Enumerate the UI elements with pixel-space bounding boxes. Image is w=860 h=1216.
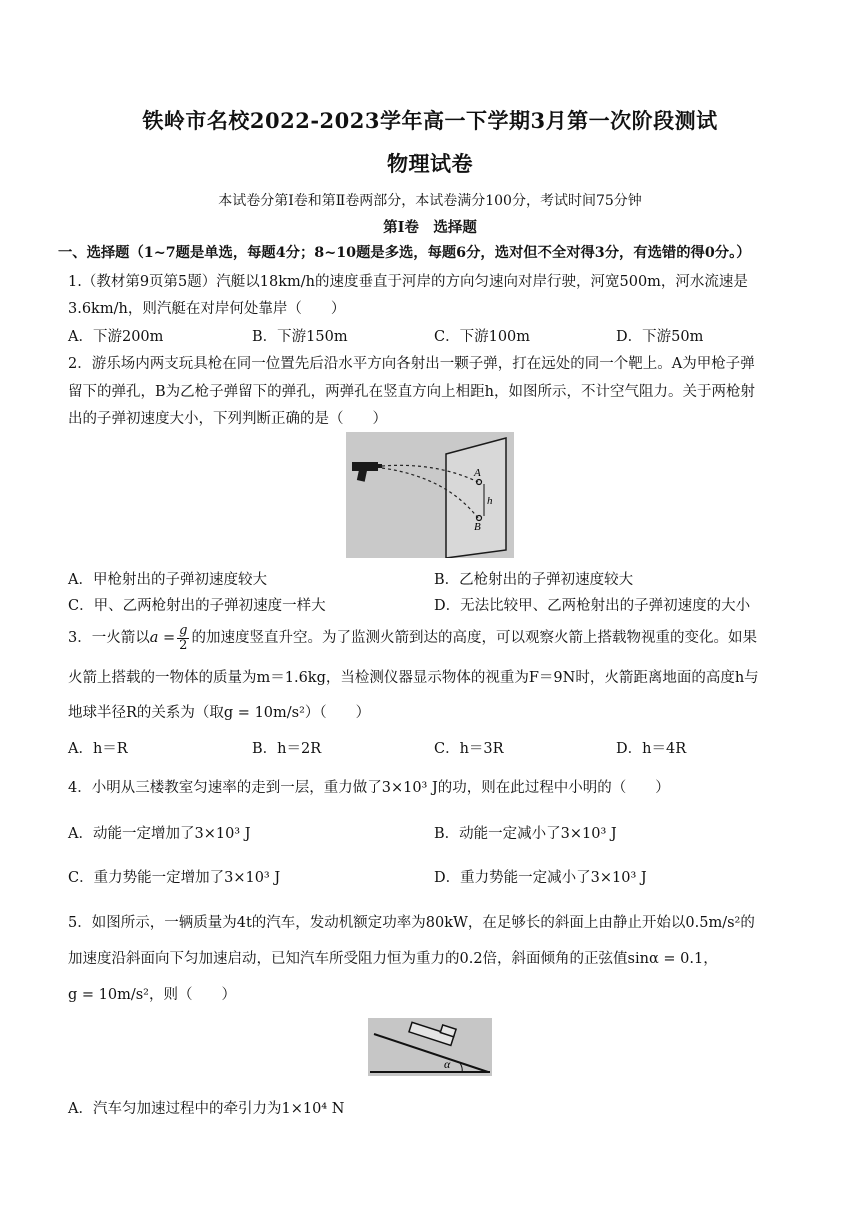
q2-figure-gun-target <box>346 432 514 558</box>
q3-stem-line1: 3．一火箭以a = $\frac{g}{2}$ 的加速度竖直升空。为了监测火箭到达的高度，可以观察火箭上搭载物视重的变化。如果 <box>68 623 757 653</box>
q3-frac-num: g <box>179 623 188 638</box>
q2-option-d: D．无法比较甲、乙两枪射出的子弹初速度的大小 <box>434 598 751 614</box>
q1-option-b: B．下游150m <box>252 329 348 345</box>
q3-stem-part1: 3．一火箭以 <box>68 630 150 647</box>
q4-option-d: D．重力势能一定减小了3×10³ J <box>434 870 647 886</box>
label-a: A <box>474 467 481 479</box>
q1-stem-line2: 3.6km/h，则汽艇在对岸何处靠岸（ ） <box>68 301 346 317</box>
part-title: 第Ⅰ卷 选择题 <box>383 219 477 236</box>
q2-stem-line3: 出的子弹初速度大小，下列判断正确的是（ ） <box>68 411 387 427</box>
q5-figure-car-slope <box>368 1018 492 1076</box>
q2-stem-line2: 留下的弹孔，B为乙枪子弹留下的弹孔，两弹孔在竖直方向上相距h，如图所示，不计空气阻力。关于两枪射 <box>68 384 755 400</box>
q1-option-d: D．下游50m <box>616 329 704 345</box>
q5-stem-line3: g = 10m/s²，则（ ） <box>68 987 236 1003</box>
exam-subtitle: 物理试卷 <box>387 151 473 176</box>
q2-option-a: A．甲枪射出的子弹初速度较大 <box>68 572 267 588</box>
exam-title: 铁岭市名校2022-2023学年高一下学期3月第一次阶段测试 <box>142 108 718 133</box>
target-board <box>446 438 506 558</box>
q1-stem-line1: 1.（教材第9页第5题）汽艇以18km/h的速度垂直于河岸的方向匀速向对岸行驶，河宽500m，河水流速是 <box>68 274 748 290</box>
q5-stem-line1: 5．如图所示，一辆质量为4t的汽车，发动机额定功率为80kW，在足够长的斜面上由静止开始以0.5m/s²的 <box>68 915 755 931</box>
q4-option-a: A．动能一定增加了3×10³ J <box>68 826 251 842</box>
q3-option-c: C．h＝3R <box>434 741 504 757</box>
q4-stem-line1: 4．小明从三楼教室匀速率的走到一层，重力做了3×10³ J的功，则在此过程中小明的（ ） <box>68 780 670 796</box>
label-h: h <box>487 495 493 507</box>
q3-fraction <box>177 624 189 652</box>
q3-frac-den: 2 <box>179 637 188 653</box>
q1-option-c: C．下游100m <box>434 329 531 345</box>
q2-stem-line1: 2．游乐场内两支玩具枪在同一位置先后沿水平方向各射出一颗子弹，打在远处的同一个靶上。A为甲枪子弹 <box>68 356 755 372</box>
q4-option-c: C．重力势能一定增加了3×10³ J <box>68 870 281 886</box>
q2-option-c: C．甲、乙两枪射出的子弹初速度一样大 <box>68 598 326 614</box>
q3-option-b: B．h＝2R <box>252 741 322 757</box>
q5-stem-line2: 加速度沿斜面向下匀加速启动，已知汽车所受阻力恒为重力的0.2倍，斜面倾角的正弦值sinα = 0.1， <box>68 951 718 967</box>
label-alpha: α <box>444 1057 451 1071</box>
q2-option-b: B．乙枪射出的子弹初速度较大 <box>434 572 634 588</box>
q3-stem-line2: 火箭上搭载的一物体的质量为m＝1.6kg，当检测仪器显示物体的视重为F＝9N时，火箭距离地面的高度h与 <box>68 670 759 686</box>
q1-option-a: A．下游200m <box>68 329 164 345</box>
q3-option-d: D．h＝4R <box>616 741 687 757</box>
q3-stem-part2: 的加速度竖直升空。为了监测火箭到达的高度，可以观察火箭上搭载物视重的变化。如果 <box>191 630 757 647</box>
q3-option-a: A．h＝R <box>68 741 128 757</box>
q5-option-a: A．汽车匀加速过程中的牵引力为1×10⁴ N <box>68 1101 345 1117</box>
section-heading: 一、选择题（1~7题是单选，每题4分；8~10题是多选，每题6分，选对但不全对得3分，有选错的得0分。） <box>58 245 751 261</box>
q3-stem-line3: 地球半径R的关系为（取g = 10m/s²）（ ） <box>68 705 371 721</box>
q4-option-b: B．动能一定减小了3×10³ J <box>434 826 617 842</box>
label-b: B <box>474 521 481 533</box>
exam-intro: 本试卷分第Ⅰ卷和第Ⅱ卷两部分，本试卷满分100分，考试时间75分钟 <box>218 193 642 209</box>
